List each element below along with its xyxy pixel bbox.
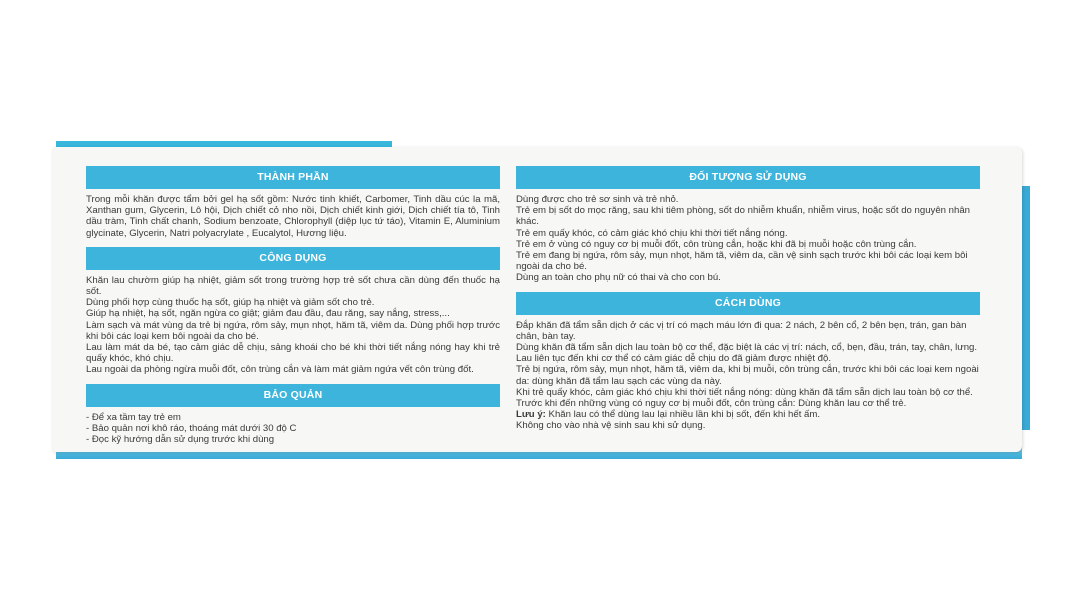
storage-line: - Để xa tầm tay trẻ em xyxy=(86,411,181,423)
directions-line: Dùng khăn đã tẩm sẵn dịch lau toàn bộ cơ thể, đặc biệt là các vị trí: nách, cổ, bẹn, đầu, trán, tay, chân, lưng. Lau liên tục đến khi cơ thể có cảm giác dễ chịu do đã giảm được nhiệt độ. xyxy=(516,342,978,365)
section-heading: THÀNH PHẦN xyxy=(86,166,500,189)
note-label: Lưu ý: xyxy=(516,409,546,421)
note-text: Khăn lau có thể dùng lau lại nhiều lần khi bị sốt, đến khi hết ấm. xyxy=(545,409,821,421)
section-heading: ĐỐI TƯỢNG SỬ DỤNG xyxy=(516,166,980,189)
section-cach-dung xyxy=(516,292,980,432)
section-heading: CÔNG DỤNG xyxy=(86,247,500,270)
target-line: Dùng được cho trẻ sơ sinh và trẻ nhỏ. xyxy=(516,194,679,205)
section-thanh-phan xyxy=(86,166,500,239)
directions-line: Khi trẻ quấy khóc, cảm giác khó chịu khi thời tiết nắng nóng: dùng khăn đã tẩm sẵn dịch lau toàn bộ cơ thể. xyxy=(516,386,973,398)
storage-line: - Đọc kỹ hướng dẫn sử dụng trước khi dùng xyxy=(86,434,275,446)
section-cong-dung xyxy=(86,247,500,376)
ingredients-text: Trong mỗi khăn được tẩm bởi gel hạ sốt gồm: Nước tinh khiết, Carbomer, Tinh dầu cúc la mã, Xanthan gum, Glycerin, Lô hội, Dịch chiết cỏ nho nồi, Dịch chiết kinh giới, Dịch chiết tía tô, Tinh dầu tràm, Tinh chất chanh, Sodium benzoate, Chlorophyll (diệp lục tứ táo), Vitamin E, Aluminium glycinate, Glycerin, Natri polyacrylate , Eucalytol, Hương liệu. xyxy=(86,194,500,239)
usage-line: Dùng phối hợp cùng thuốc hạ sốt, giúp hạ nhiệt và giảm sốt cho trẻ. xyxy=(86,297,375,309)
target-line: Trẻ em đang bị ngứa, rôm sảy, mụn nhọt, hăm tã, viêm da, cần vệ sinh sạch trước khi bôi các loại kem bôi ngoài da cho bé. xyxy=(516,250,968,273)
usage-line: Làm sạch và mát vùng da trẻ bị ngứa, rôm sảy, mụn nhọt, hăm tã, viêm da. Dùng phối hợp trước khi bôi các loại kem bôi ngoài da cho bé. xyxy=(86,319,500,342)
target-line: Trẻ em bị sốt do mọc răng, sau khi tiêm phòng, sốt do nhiễm khuẩn, nhiễm virus, hoặc sốt do nguyên nhân khác. xyxy=(516,205,971,228)
left-column xyxy=(86,166,500,453)
section-heading: BẢO QUẢN xyxy=(86,384,500,407)
note-line xyxy=(516,409,980,420)
section-bao-quan xyxy=(86,384,500,446)
directions-line: Đắp khăn đã tẩm sẵn dịch ở các vị trí có mạch máu lớn đi qua: 2 nách, 2 bên cổ, 2 bên bẹn, trán, gan bàn chân, bàn tay. xyxy=(516,319,967,342)
usage-line: Khăn lau chườm giúp hạ nhiệt, giảm sốt trong trường hợp trẻ sốt chưa cần dùng đến thuốc hạ sốt. xyxy=(86,274,500,298)
section-heading: CÁCH DÙNG xyxy=(516,292,980,315)
section-doi-tuong xyxy=(516,166,980,284)
usage-line: Lau ngoài da phòng ngừa muỗi đốt, côn trùng cắn và làm mát giảm ngứa vết côn trùng đốt. xyxy=(86,364,474,376)
directions-line: Không cho vào nhà vệ sinh sau khi sử dụng. xyxy=(516,420,706,432)
right-column xyxy=(516,166,980,440)
target-line: Trẻ em quấy khóc, có cảm giác khó chịu khi thời tiết nắng nóng. xyxy=(516,227,788,239)
usage-line: Lau làm mát da bé, tạo cảm giác dễ chịu, sảng khoái cho bé khi thời tiết nắng nóng hay khi trẻ quấy khóc, khó chịu. xyxy=(86,342,500,365)
target-line: Dùng an toàn cho phụ nữ có thai và cho con bú. xyxy=(516,272,721,284)
storage-line: - Bảo quản nơi khô ráo, thoáng mát dưới 30 độ C xyxy=(86,422,297,434)
target-line: Trẻ em ở vùng có nguy cơ bị muỗi đốt, côn trùng cắn, hoặc khi đã bị muỗi hoặc côn trùng cắn. xyxy=(516,238,917,250)
usage-line: Giúp hạ nhiệt, hạ sốt, ngăn ngừa co giật; giảm đau đầu, đau răng, say nắng, stress,... xyxy=(86,308,450,320)
directions-line: Trẻ bị ngứa, rôm sảy, mụn nhọt, hăm tã, viêm da, khi bị muỗi, côn trùng cắn, trước khi bôi các loại kem ngoài da: dùng khăn đã tẩm lau sạch các vùng da này. xyxy=(516,364,979,387)
directions-line: Trước khi đến những vùng có nguy cơ bị muỗi đốt, côn trùng cắn: Dùng khăn lau cơ thể trẻ. xyxy=(516,398,907,410)
